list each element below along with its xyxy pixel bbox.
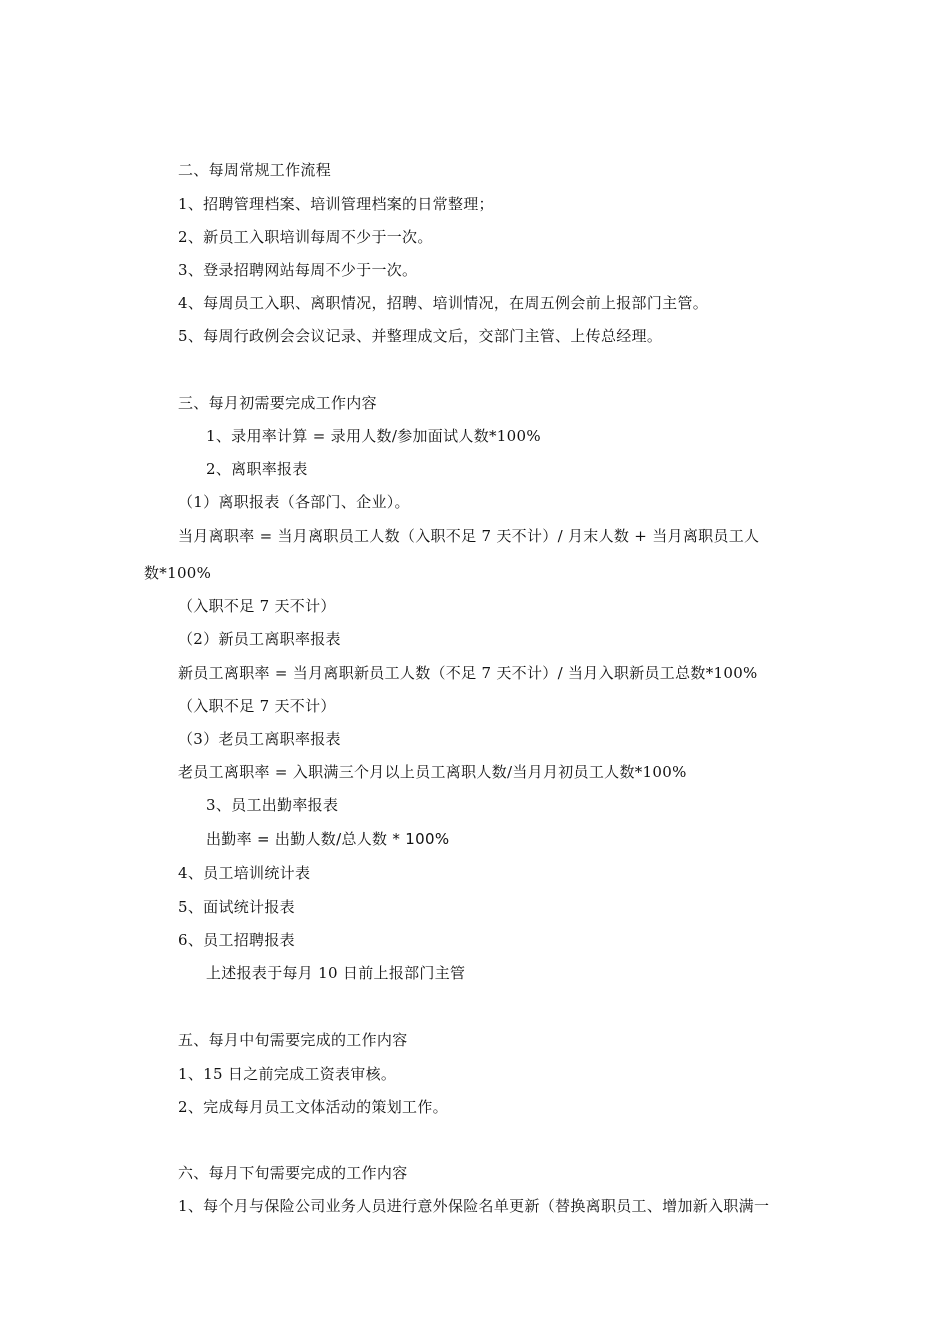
section3-sub3-formula: 老员工离职率 = 入职满三个月以上员工离职人数/当月月初员工人数*100% (178, 763, 687, 781)
section3-sub3-title: （3）老员工离职率报表 (178, 730, 341, 748)
section3-item-6: 6、员工招聘报表 (178, 931, 295, 949)
section3-item-3-formula: 出勤率 = 出勤人数/总人数 * 100% (206, 830, 450, 848)
section2-item-4: 4、每周员工入职、离职情况，招聘、培训情况，在周五例会前上报部门主管。 (178, 294, 709, 312)
section3-heading: 三、每月初需要完成工作内容 (178, 394, 377, 412)
section3-item-5: 5、面试统计报表 (178, 898, 295, 916)
section6-item-1: 1、每个月与保险公司业务人员进行意外保险名单更新（替换离职员工、增加新入职满一 (178, 1197, 770, 1215)
section3-item-3: 3、员工出勤率报表 (206, 796, 339, 814)
section3-deadline: 上述报表于每月 10 日前上报部门主管 (206, 964, 466, 982)
section5-item-1: 1、15 日之前完成工资表审核。 (178, 1065, 397, 1083)
section2-heading: 二、每周常规工作流程 (178, 161, 332, 179)
section3-item-1: 1、录用率计算 = 录用人数/参加面试人数*100% (206, 427, 541, 445)
section3-sub1-title: （1）离职报表（各部门、企业）。 (178, 493, 410, 511)
section3-sub1-formula-line1: 当月离职率 = 当月离职员工人数（入职不足 7 天不计）/ 月末人数 + 当月离职员工人 (178, 527, 760, 545)
section3-sub2-title: （2）新员工离职率报表 (178, 630, 341, 648)
section5-heading: 五、每月中旬需要完成的工作内容 (178, 1031, 408, 1049)
section5-item-2: 2、完成每月员工文体活动的策划工作。 (178, 1098, 448, 1116)
section3-sub2-note: （入职不足 7 天不计） (178, 697, 336, 715)
section3-sub2-formula: 新员工离职率 = 当月离职新员工人数（不足 7 天不计）/ 当月入职新员工总数*100% (178, 664, 758, 682)
section3-item-2: 2、离职率报表 (206, 460, 308, 478)
section2-item-3: 3、登录招聘网站每周不少于一次。 (178, 261, 418, 279)
section3-sub1-note: （入职不足 7 天不计） (178, 597, 336, 615)
section6-heading: 六、每月下旬需要完成的工作内容 (178, 1164, 408, 1182)
section3-item-4: 4、员工培训统计表 (178, 864, 311, 882)
section2-item-1: 1、招聘管理档案、培训管理档案的日常整理； (178, 195, 494, 213)
section2-item-2: 2、新员工入职培训每周不少于一次。 (178, 228, 433, 246)
section3-sub1-formula-line2: 数*100% (144, 564, 212, 582)
section2-item-5: 5、每周行政例会会议记录、并整理成文后，交部门主管、上传总经理。 (178, 327, 663, 345)
